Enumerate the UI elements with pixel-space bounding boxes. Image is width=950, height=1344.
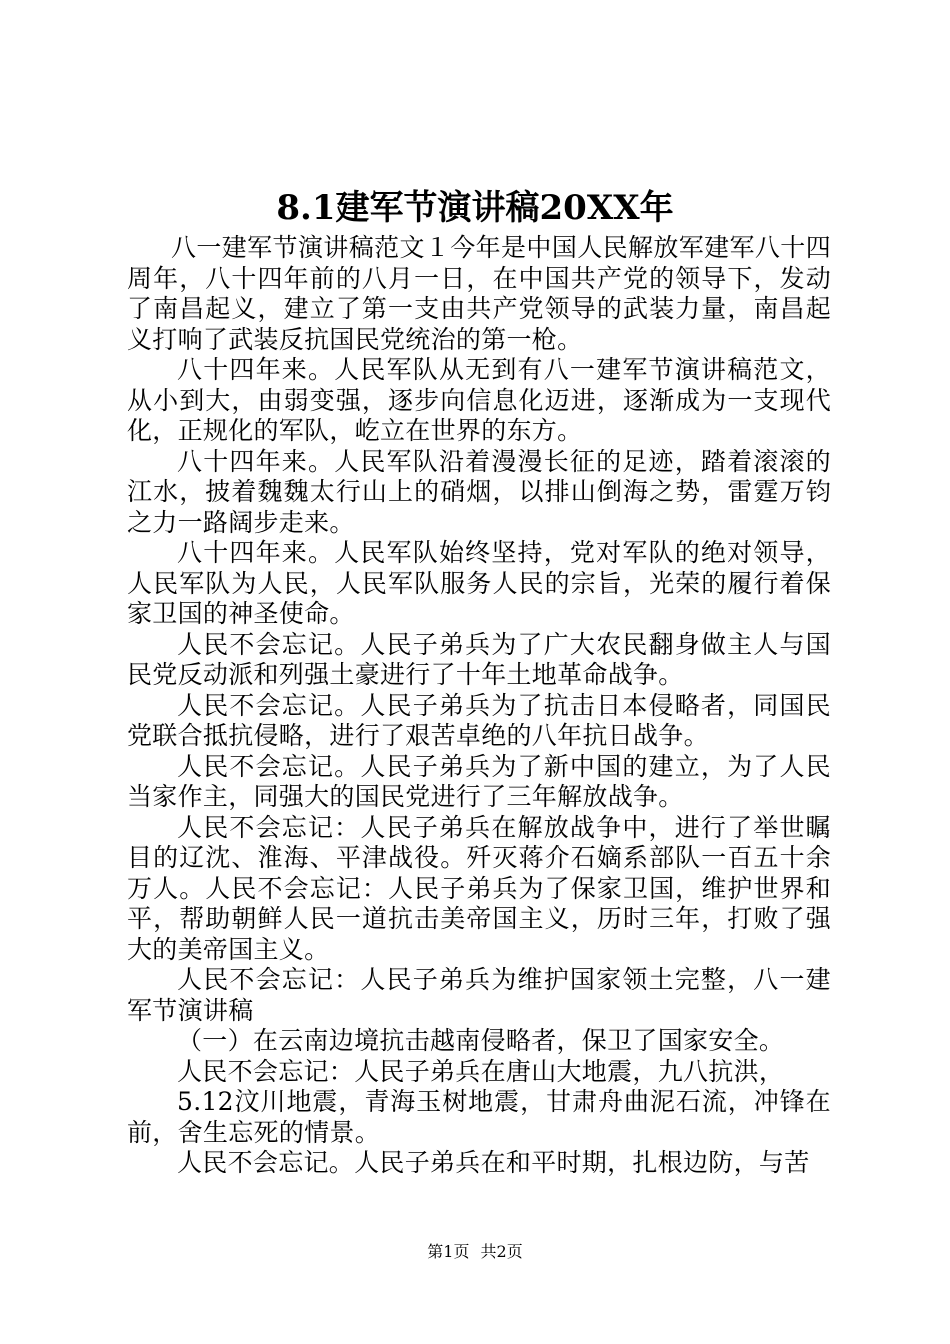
page-footer	[0, 1240, 950, 1264]
paragraph: 人民不会忘记。人民子弟兵为了抗击日本侵略者，同国民党联合抵抗侵略，进行了艰苦卓绝的八年抗日战争。	[127, 690, 831, 750]
paragraph: 5.12汶川地震，青海玉树地震，甘肃舟曲泥石流，冲锋在前，舍生忘死的情景。	[127, 1087, 831, 1147]
document-title: 8.1建军节演讲稿20XX年	[276, 188, 674, 228]
page-total: 共2页	[480, 1242, 523, 1261]
paragraph: 人民不会忘记。人民子弟兵在和平时期，扎根边防，与苦	[177, 1148, 810, 1177]
paragraph: 人民不会忘记：人民子弟兵在解放战争中，进行了举世瞩目的辽沈、淮海、平津战役。歼灭蒋介石嫡系部队一百五十余万人。人民不会忘记：人民子弟兵为了保家卫国，维护世界和平，帮助朝鲜人民一道抗击美帝国主义，历时三年，打败了强大的美帝国主义。	[127, 812, 831, 964]
paragraph: 八十四年来。人民军队沿着漫漫长征的足迹，踏着滚滚的江水，披着魏魏太行山上的硝烟，以排山倒海之势，雷霆万钧之力一路阔步走来。	[127, 446, 831, 537]
paragraph: 八一建军节演讲稿范文１今年是中国人民解放军建军八十四周年，八十四年前的八月一日，在中国共产党的领导下，发动了南昌起义，建立了第一支由共产党领导的武装力量，南昌起义打响了武装反抗国民党统治的第一枪。	[127, 233, 831, 354]
paragraph: 人民不会忘记。人民子弟兵为了广大农民翻身做主人与国民党反动派和列强土豪进行了十年土地革命战争。	[127, 629, 831, 689]
paragraph: （一）在云南边境抗击越南侵略者，保卫了国家安全。	[177, 1026, 785, 1055]
paragraph: 人民不会忘记：人民子弟兵为维护国家领土完整，八一建军节演讲稿	[127, 965, 831, 1025]
paragraph: 八十四年来。人民军队从无到有八一建军节演讲稿范文，从小到大，由弱变强，逐步向信息化迈进，逐渐成为一支现代化，正规化的军队，屹立在世界的东方。	[127, 355, 831, 445]
paragraph: 八十四年来。人民军队始终坚持，党对军队的绝对领导，人民军队为人民，人民军队服务人民的宗旨，光荣的履行着保家卫国的神圣使命。	[127, 538, 831, 628]
paragraph: 人民不会忘记。人民子弟兵为了新中国的建立，为了人民当家作主，同强大的国民党进行了三年解放战争。	[127, 751, 831, 811]
paragraph: 人民不会忘记：人民子弟兵在唐山大地震，九八抗洪，	[177, 1056, 785, 1086]
page-number: 第1页	[427, 1242, 470, 1261]
document-body	[127, 233, 831, 1179]
